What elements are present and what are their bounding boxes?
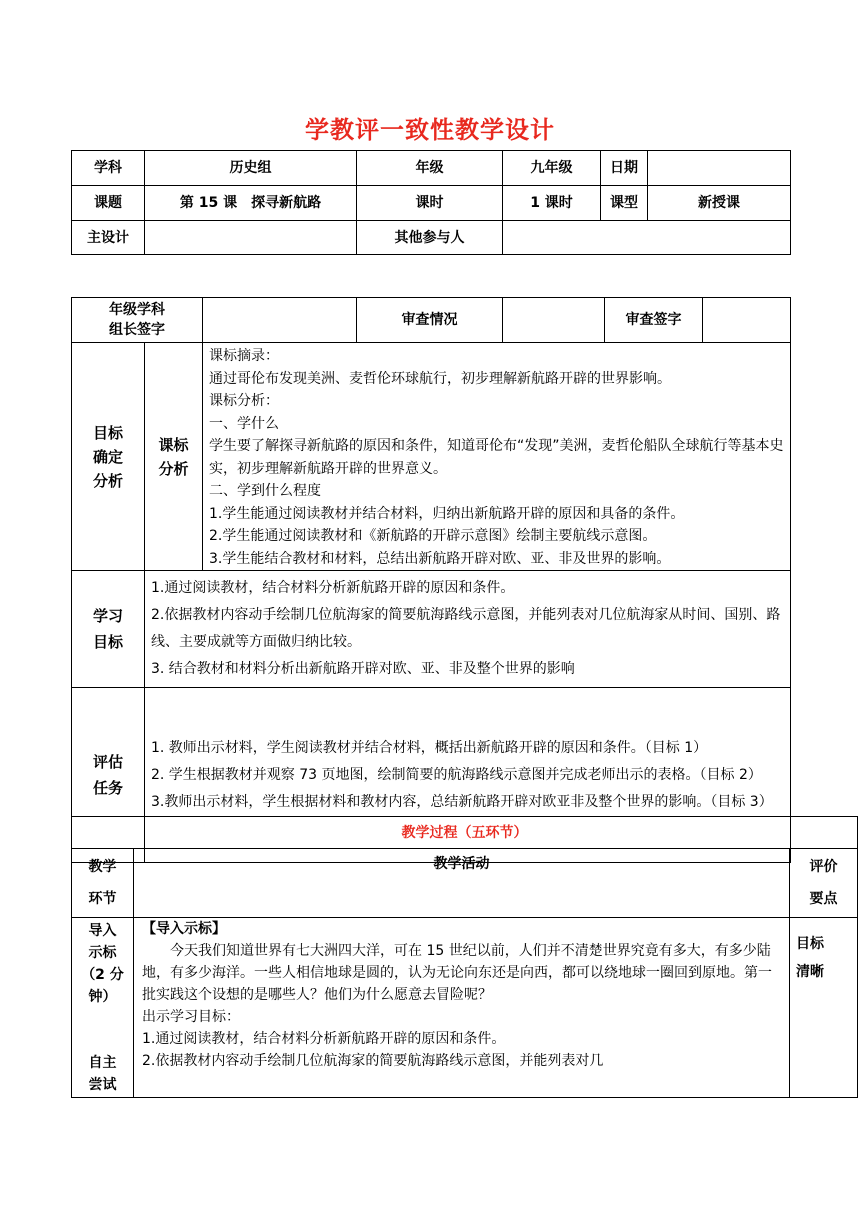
goal-line: 一、学什么	[209, 415, 279, 432]
objective-item: 2.依据教材内容动手绘制几位航海家的简要航海路线示意图，并能列表对几位航海家从时间、国别、路线、主要成就等方面做归纳比较。	[151, 607, 781, 650]
process-table	[71, 816, 858, 1098]
activity-line: 出示学习目标：	[142, 1009, 240, 1025]
type-value: 新授课	[648, 186, 791, 221]
activity-col-header: 教学活动	[134, 849, 790, 918]
eval-col-header: 评价 要点	[790, 849, 858, 918]
curriculum-analysis-label: 课标 分析	[145, 343, 203, 571]
stage-intro: 导入 示标 （2 分 钟）	[81, 923, 124, 1005]
leader-sign-label: 年级学科 组长签字	[72, 298, 203, 343]
assessment-item: 3.教师出示材料，学生根据材料和教材内容，总结新航路开辟对欧亚非及整个世界的影响。（目标 3）	[151, 793, 773, 810]
objectives-label: 学习 目标	[72, 571, 145, 688]
subject-value: 历史组	[145, 151, 357, 186]
review-sign-value	[703, 298, 791, 342]
assessment-item: 1. 教师出示材料，学生阅读教材并结合材料，概括出新航路开辟的原因和条件。（目标 1）	[151, 739, 708, 756]
goal-line: 1.学生能通过阅读教材并结合材料，归纳出新航路开辟的原因和具备的条件。	[209, 505, 685, 522]
document-title: 学教评一致性教学设计	[305, 116, 555, 144]
stage-self-try: 自主 尝试	[88, 1055, 117, 1093]
objectives-content	[145, 571, 791, 688]
participants-label: 其他参与人	[357, 221, 503, 255]
activity-heading: 【导入示标】	[142, 921, 226, 937]
objective-item: 1.通过阅读教材，结合材料分析新航路开辟的原因和条件。	[151, 580, 515, 596]
activity-paragraph: 今天我们知道世界有七大洲四大洋，可在 15 世纪以前，人们并不清楚世界究竟有多大，有多少陆地，有多少海洋。一些人相信地球是圆的，认为无论向东还是向西，都可以绕地球一圈回到原地。第一批实践这个设想的是哪些人？他们为什么愿意去冒险呢？	[142, 943, 772, 1003]
goal-line: 通过哥伦布发现美洲、麦哲伦环球航行，初步理解新航路开辟的世界影响。	[209, 370, 671, 387]
activity-cell	[134, 918, 790, 1098]
goal-line: 2.学生能通过阅读教材和《新航路的开辟示意图》绘制主要航线示意图。	[209, 528, 657, 544]
process-heading: 教学过程（五环节）	[72, 817, 858, 849]
curriculum-analysis-content	[203, 343, 791, 571]
stage-cell	[72, 918, 134, 1098]
topic-value: 第 15 课 探寻新航路	[145, 186, 357, 221]
designer-label: 主设计	[72, 221, 145, 255]
review-sign-label: 审查签字	[605, 298, 703, 342]
hours-label: 课时	[357, 186, 503, 221]
grade-label: 年级	[357, 151, 503, 186]
goal-line: 学生要了解探寻新航路的原因和条件，知道哥伦布“发现”美洲，麦哲伦船队全球航行等基本史实，初步理解新航路开辟的世界意义。	[209, 438, 784, 477]
goal-line: 课标摘录：	[209, 348, 279, 364]
objective-item: 3. 结合教材和材料分析出新航路开辟对欧、亚、非及整个世界的影响	[151, 661, 575, 677]
subject-label: 学科	[72, 151, 145, 186]
assessment-item: 2. 学生根据教材并观察 73 页地图，绘制简要的航海路线示意图并完成老师出示的表格。（目标 2）	[151, 766, 762, 783]
date-label: 日期	[610, 160, 638, 176]
activity-line: 2.依据教材内容动手绘制几位航海家的简要航海路线示意图，并能列表对几	[142, 1053, 604, 1069]
content-table	[71, 297, 791, 863]
date-value	[648, 151, 791, 186]
goal-line: 课标分析：	[209, 393, 279, 409]
grade-value: 九年级	[503, 151, 601, 185]
activity-line: 1.通过阅读教材，结合材料分析新航路开辟的原因和条件。	[142, 1031, 506, 1047]
goal-line: 二、学到什么程度	[209, 483, 321, 499]
participants-value	[503, 221, 791, 255]
type-label: 课型	[610, 195, 638, 211]
topic-label: 课题	[72, 186, 145, 221]
leader-sign-value	[203, 298, 357, 343]
designer-value	[145, 221, 357, 255]
eval-cell: 目标 清晰	[790, 918, 858, 1098]
goals-label: 目标 确定 分析	[72, 343, 145, 571]
review-label: 审查情况	[357, 298, 503, 343]
goal-line: 3.学生能结合教材和材料，总结出新航路开辟对欧、亚、非及世界的影响。	[209, 550, 671, 567]
header-table	[71, 150, 791, 255]
hours-value: 1 课时	[503, 186, 601, 220]
stage-col-header: 教学 环节	[72, 849, 134, 918]
assessment-label: 评估 任务	[72, 688, 145, 863]
review-value	[503, 298, 605, 343]
